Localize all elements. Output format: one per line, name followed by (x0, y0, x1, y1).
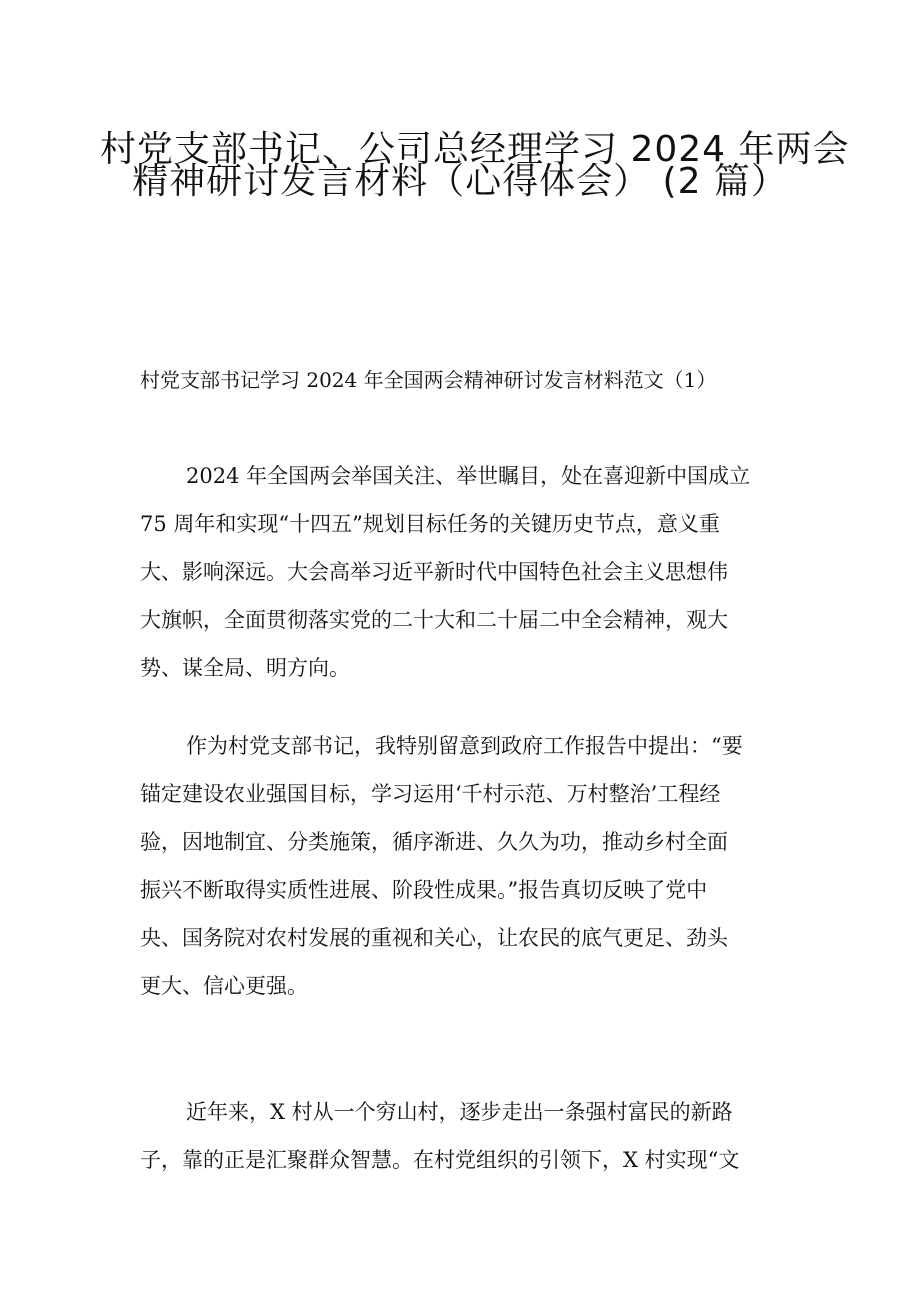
paragraph-line: 锚定建设农业强国目标，学习运用‘千村示范、万村整治’工程经 (140, 782, 721, 806)
paragraph-line: 验，因地制宜、分类施策，循序渐进、久久为功，推动乡村全面 (140, 830, 728, 854)
paragraph-2 (140, 722, 790, 1010)
document-title-line-1: 村党支部书记、公司总经理学习 2024 年两会 (100, 129, 850, 170)
paragraph-line: 央、国务院对农村发展的重视和关心，让农民的底气更足、劲头 (140, 926, 728, 950)
paragraph-1 (140, 452, 790, 692)
paragraph-line: 振兴不断取得实质性进展、阶段性成果。”报告真切反映了党中 (140, 878, 708, 902)
paragraph-line: 作为村党支部书记，我特别留意到政府工作报告中提出：“要 (186, 734, 743, 758)
paragraph-line: 75 周年和实现“十四五”规划目标任务的关键历史节点，意义重 (140, 512, 720, 536)
paragraph-line: 近年来，X 村从一个穷山村，逐步走出一条强村富民的新路 (186, 1100, 733, 1124)
paragraph-line: 子，靠的正是汇聚群众智慧。在村党组织的引领下，X 村实现“文 (140, 1148, 740, 1172)
paragraph-line: 大、影响深远。大会高举习近平新时代中国特色社会主义思想伟 (140, 560, 728, 584)
document-title-line-2: 精神研讨发言材料（心得体会） (2 篇） (132, 161, 788, 202)
paragraph-line: 2024 年全国两会举国关注、举世瞩目，处在喜迎新中国成立 (186, 464, 751, 488)
paragraph-line: 更大、信心更强。 (140, 974, 308, 998)
paragraph-line: 大旗帜，全面贯彻落实党的二十大和二十届二中全会精神，观大 (140, 608, 728, 632)
article-subheading: 村党支部书记学习 2024 年全国两会精神研讨发言材料范文（1） (140, 368, 717, 392)
paragraph-line: 势、谋全局、明方向。 (140, 656, 350, 680)
paragraph-3 (140, 1088, 790, 1184)
